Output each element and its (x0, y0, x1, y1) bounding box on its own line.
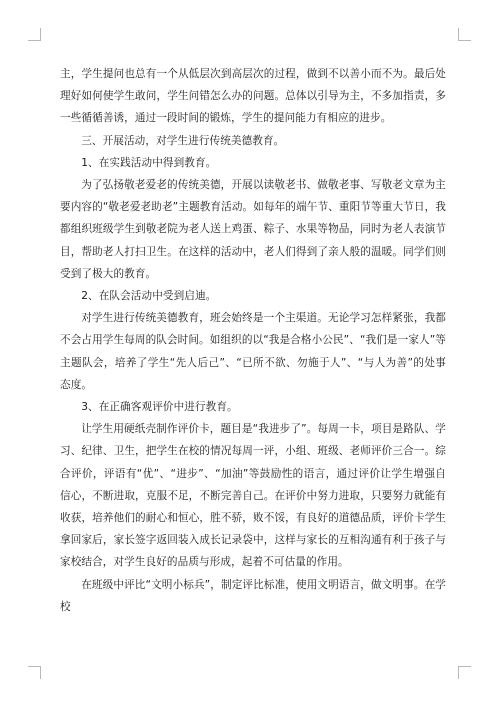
crop-mark-bottom-left (28, 666, 41, 679)
subheading-1: 1、在实践活动中得到教育。 (81, 156, 217, 169)
paragraph-civility-pioneer: 在班级中评比“文明小标兵”，制定评比标准，使用文明语言，做文明事。在学校 (60, 578, 446, 613)
paragraph-continuation: 主，学生提问也总有一个从低层次到高层次的过程，做到不以善小而不为。最后处理好如何使学生敢问，学生问错怎么办的问题。总体以引导为主，不多加指责，多一些循循善诱，通过一段时间的锻炼，学生的提问能力有相应的进步。 (60, 68, 446, 125)
subheading-2: 2、在队会活动中受到启迪。 (81, 290, 217, 303)
crop-mark-bottom-right (458, 666, 471, 679)
paragraph-practice-activity: 为了弘扬敬老爱老的传统美德，开展以读敬老书、做敬老事、写敬老文章为主要内容的“敬老爱老助老”主题教育活动。如每年的端午节、重阳节等重大节日，我都组织班级学生到敬老院为老人送上鸡蛋、粽子、水果等物品，同时为老人表演节目，帮助老人打扫卫生。在这样的活动中，老人们得到了亲人般的温暖。同学们则受到了极大的教育。 (60, 179, 446, 280)
document-body (60, 63, 446, 618)
subheading-3: 3、在正确客观评价中进行教育。 (81, 401, 238, 414)
crop-mark-top-right (458, 28, 471, 41)
paragraph-team-meeting: 对学生进行传统美德教育，班会始终是一个主渠道。无论学习怎样紧张，我都不会占用学生每周的队会时间。如组织的以“我是合格小公民”、“我们是一家人”等主题队会，培养了学生“先人后己”、“已所不欲、勿施于人”、“与人为善”的处事态度。 (60, 312, 446, 391)
section-heading-3: 三、开展活动，对学生进行传统美德教育。 (81, 134, 285, 147)
paragraph-evaluation-card: 让学生用硬纸壳制作评价卡，题目是“我进步了”。每周一卡，项目是路队、学习、纪律、卫生，把学生在校的情况每周一评，小组、班级、老师评价三合一。综合评价，评语有“优”、“进步”、“加油”等鼓励性的语言，通过评价让学生增强自信心，不断进取，克服不足，不断完善自己。在评价中努力进取，只要努力就能有收获，培养他们的耐心和恒心，胜不骄，败不馁，有良好的道德品质，评价卡学生拿回家后，家长签字返回装入成长记录袋中，这样与家长的互相沟通有利于孩子与家校结合，对学生良好的品质与形成，起着不可估量的作用。 (60, 423, 446, 569)
crop-mark-top-left (28, 28, 41, 41)
